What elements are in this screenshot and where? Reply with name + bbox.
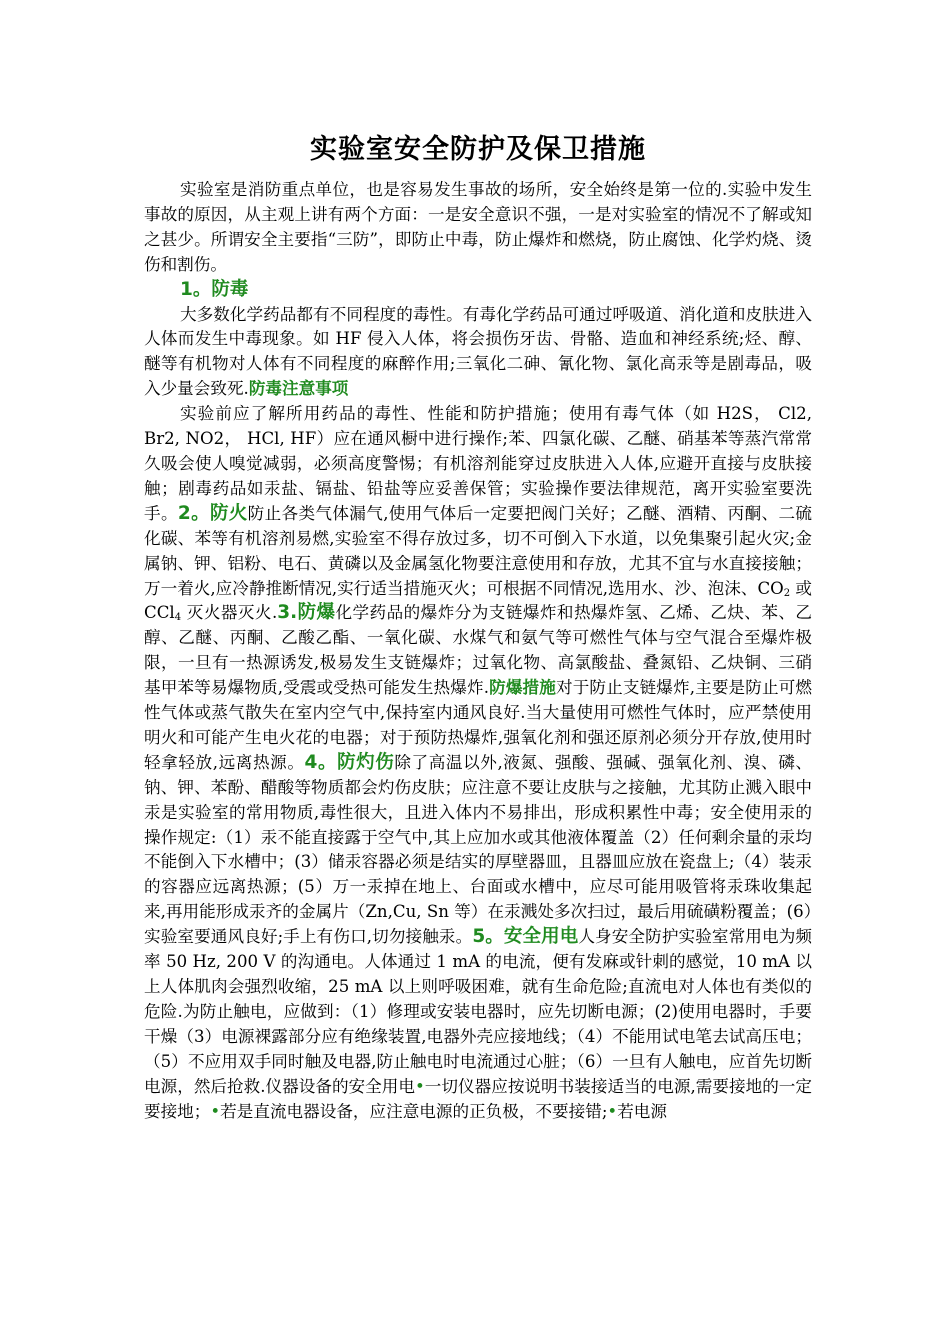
section-1-heading: 1。防毒: [180, 278, 249, 300]
section-4-heading: 4。防灼伤: [304, 751, 395, 773]
fire-text-end: 灭火器灭火.: [181, 603, 278, 623]
explosion-measures-text: 对于防止支链爆炸,主要是防止可燃性气体或蒸气散失在室内空气中,保持室内通风良好.当大量使用可燃性气体时，应严禁使用明火和可能产生电火花的电器；对于预防热爆炸,强氧化剂和强还原剂必须分开存放,使用时轻拿轻放,远离热源。: [144, 678, 812, 772]
section-2-heading: 2。防火: [177, 502, 248, 524]
bullet-2: •: [210, 1101, 221, 1121]
electric-item-2: 若是直流电器设备，应注意电源的正负极，不要接错;: [220, 1101, 608, 1121]
section-1-text: 大多数化学药品都有不同程度的毒性。有毒化学药品可通过呼吸道、消化道和皮肤进入人体而发生中毒现象。如 HF 侵入人体，将会损伤牙齿、骨骼、造血和神经系统;烃、醇、醚等有机物对人体有不同程度的麻醉作用;三氧化二砷、氰化物、氯化高汞等是剧毒品，吸入少量会致死.: [144, 304, 812, 399]
main-paragraph: [144, 402, 812, 1124]
section-3-subheading: 防爆措施: [488, 678, 556, 698]
section-1-paragraph: [144, 303, 812, 403]
poison-precautions-text: 实验前应了解所用药品的毒性、性能和防护措施；使用有毒气体（如 H2S， Cl2, Br2, NO2， HCl, HF）应在通风橱中进行操作;苯、四氯化碳、乙醚、硝基苯等蒸汽常常久吸会使人嗅觉减弱，必须高度警惕；有机溶剂能穿过皮肤进入人体,应避开直接与皮肤接触；剧毒药品如汞盐、镉盐、铅盐等应妥善保管；实验操作要法律规范，离开实验室要洗手。: [144, 404, 812, 523]
burn-text: 除了高温以外,液氮、强酸、强碱、强氧化剂、溴、磷、钠、钾、苯酚、醋酸等物质都会灼伤皮肤；应注意不要让皮肤与之接触，尤其防止溅入眼中汞是实验室的常用物质,毒性很大，且进入体内不易排出，形成积累性中毒；安全使用汞的操作规定:（1）汞不能直接露于空气中,其上应加水或其他液体覆盖（2）任何剩余量的汞均不能倒入下水槽中；(3）储汞容器必须是结实的厚壁器皿，且器皿应放在瓷盘上;（4）装汞的容器应远离热源；(5）万一汞掉在地上、台面或水槽中，应尽可能用吸管将汞珠收集起来,再用能形成汞齐的金属片（Zn,Cu, Sn 等）在汞溅处多次扫过，最后用硫磺粉覆盖；(6）实验室要通风良好;手上有伤口,切勿接触汞。: [144, 752, 813, 947]
bullet-3: •: [607, 1101, 618, 1121]
intro-paragraph: 实验室是消防重点单位，也是容易发生事故的场所，安全始终是第一位的.实验中发生事故的原因，从主观上讲有两个方面：一是安全意识不强，一是对实验室的情况不了解或知之甚少。所谓安全主要指“三防”，即防止中毒，防止爆炸和燃烧，防止腐蚀、化学灼烧、烫伤和割伤。: [144, 180, 812, 274]
co2-subscript: 2: [783, 587, 791, 599]
electric-item-3: 若电源: [617, 1101, 667, 1121]
fire-text-ccl: 或 CCl: [144, 578, 812, 623]
section-1-heading-line: [144, 278, 812, 303]
ccl4-subscript: 4: [174, 612, 182, 624]
page-title: 实验室安全防护及保卫措施: [310, 134, 646, 165]
electric-text: 人身安全防护实验室常用电为频率 50 Hz, 200 V 的沟通电。人体通过 1 mA 的电流，便有发麻或针刺的感觉，10 mA 以上人体肌肉会强烈收缩，25 mA 以上则呼吸困难，就有生命危险;直流电对人体也有类似的危险.为防止触电，应做到：（1）修理或安装电器时，应先切断电源；(2)使用电器时，手要干燥（3）电源裸露部分应有绝缘装置,电器外壳应接地线；（4）不能用试电笔去试高压电；（5）不应用双手同时触及电器,防止触电时电流通过心脏；（6）一旦有人触电，应首先切断电源，然后抢救.仪器设备的安全用电: [144, 927, 812, 1096]
section-1-subheading: 防毒注意事项: [248, 379, 349, 399]
fire-text: 防止各类气体漏气,使用气体后一定要把阀门关好；乙醚、酒精、丙酮、二硫化碳、苯等有机溶剂易燃,实验室不得存放过多，切不可倒入下水道，以免集聚引起火灾;金属钠、钾、铝粉、电石、黄磷以及金属氢化物要注意使用和存放，尤其不宜与水直接接触；万一着火,应冷静推断情况,实行适当措施灭火；可根据不同情况,选用水、沙、泡沫、CO: [144, 503, 812, 598]
bullet-1: •: [414, 1076, 425, 1096]
electric-item-1: 一切仪器应按说明书装接适当的电源,需要接地的一定要接地；: [144, 1076, 812, 1121]
explosion-text: 化学药品的爆炸分为支链爆炸和热爆炸氢、乙烯、乙炔、苯、乙醇、乙醚、丙酮、乙酸乙酯、一氧化碳、水煤气和氨气等可燃性气体与空气混合至爆炸极限，一旦有一热源诱发,极易发生支链爆炸；过氧化物、高氯酸盐、叠氮铅、乙炔铜、三硝基甲苯等易爆物质,受震或受热可能发生热爆炸.: [144, 603, 813, 698]
section-3-heading: 3.防爆: [277, 602, 336, 624]
document-page: [144, 128, 812, 1124]
section-5-heading: 5。安全用电: [472, 926, 579, 948]
